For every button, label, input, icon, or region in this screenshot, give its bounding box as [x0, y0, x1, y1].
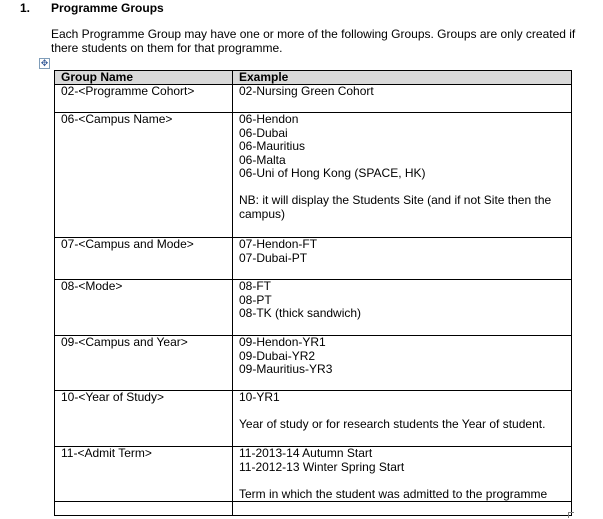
- empty-cell: [233, 502, 572, 516]
- group-name: 10-<Year of Study>: [61, 390, 164, 404]
- example-item: 08-FT: [239, 279, 272, 293]
- group-name-cell: [55, 113, 233, 238]
- example-item: 02-Nursing Green Cohort: [239, 84, 374, 98]
- table-row: [55, 391, 572, 447]
- group-name-cell: [55, 85, 233, 113]
- column-header-group-name: Group Name: [55, 71, 233, 85]
- group-name: 09-<Campus and Year>: [61, 335, 188, 349]
- example-item: 06-Mauritius: [239, 139, 306, 153]
- example-item: 08-PT: [239, 292, 272, 307]
- table-resize-handle-icon[interactable]: [568, 512, 574, 518]
- table-row: [55, 85, 572, 113]
- example-note: Term in which the student was admitted to the programme: [239, 486, 548, 501]
- example-note: NB: it will display the Students Site (and if not Site then the campus): [239, 193, 552, 221]
- section-heading: [20, 0, 164, 16]
- table-header-row: [55, 71, 572, 85]
- table-row: [55, 336, 572, 391]
- example-item: 09-Hendon-YR1: [239, 335, 326, 349]
- table-row: [55, 447, 572, 502]
- section-title: Programme Groups: [51, 1, 164, 15]
- example-item: 10-YR1: [239, 390, 280, 404]
- example-cell: [233, 447, 572, 502]
- group-name: 07-<Campus and Mode>: [61, 237, 194, 251]
- programme-groups-table: [54, 70, 572, 516]
- group-name-cell: [55, 280, 233, 336]
- example-cell: [233, 336, 572, 391]
- example-item: 06-Malta: [239, 152, 286, 167]
- table-row-empty: [55, 502, 572, 516]
- example-cell: [233, 238, 572, 280]
- group-name: 02-<Programme Cohort>: [61, 84, 195, 98]
- example-cell: [233, 280, 572, 336]
- example-item: 06-Uni of Hong Kong (SPACE, HK): [239, 166, 426, 180]
- group-name-cell: [55, 336, 233, 391]
- column-header-example: Example: [233, 71, 572, 85]
- group-name: 11-<Admit Term>: [61, 446, 152, 460]
- group-name-cell: [55, 447, 233, 502]
- empty-cell: [55, 502, 233, 516]
- example-item: 11-2013-14 Autumn Start: [239, 446, 373, 460]
- example-item: 07-Hendon-FT: [239, 237, 318, 251]
- example-cell: [233, 113, 572, 238]
- group-name-cell: [55, 391, 233, 447]
- section-number: 1.: [20, 1, 31, 15]
- example-item: 09-Mauritius-YR3: [239, 362, 333, 376]
- table-row: [55, 238, 572, 280]
- table-move-handle-icon[interactable]: ✥: [40, 58, 49, 68]
- example-cell: [233, 85, 572, 113]
- intro-text: Each Programme Group may have one or more of the following Groups. Groups are only created if there students on them for that programme.: [51, 27, 576, 55]
- example-item: 07-Dubai-PT: [239, 250, 308, 265]
- group-name: 08-<Mode>: [61, 279, 123, 293]
- group-name-cell: [55, 238, 233, 280]
- group-name: 06-<Campus Name>: [61, 112, 173, 126]
- example-item: 11-2012-13 Winter Spring Start: [239, 459, 405, 474]
- example-cell: [233, 391, 572, 447]
- table-row: [55, 113, 572, 238]
- example-item: 09-Dubai-YR2: [239, 348, 316, 363]
- example-note: Year of study or for research students the Year of student.: [239, 417, 546, 431]
- example-item: 06-Hendon: [239, 112, 299, 126]
- table-row: [55, 280, 572, 336]
- intro-paragraph: [51, 27, 581, 55]
- example-item: 08-TK (thick sandwich): [239, 306, 362, 320]
- example-item: 06-Dubai: [239, 125, 288, 140]
